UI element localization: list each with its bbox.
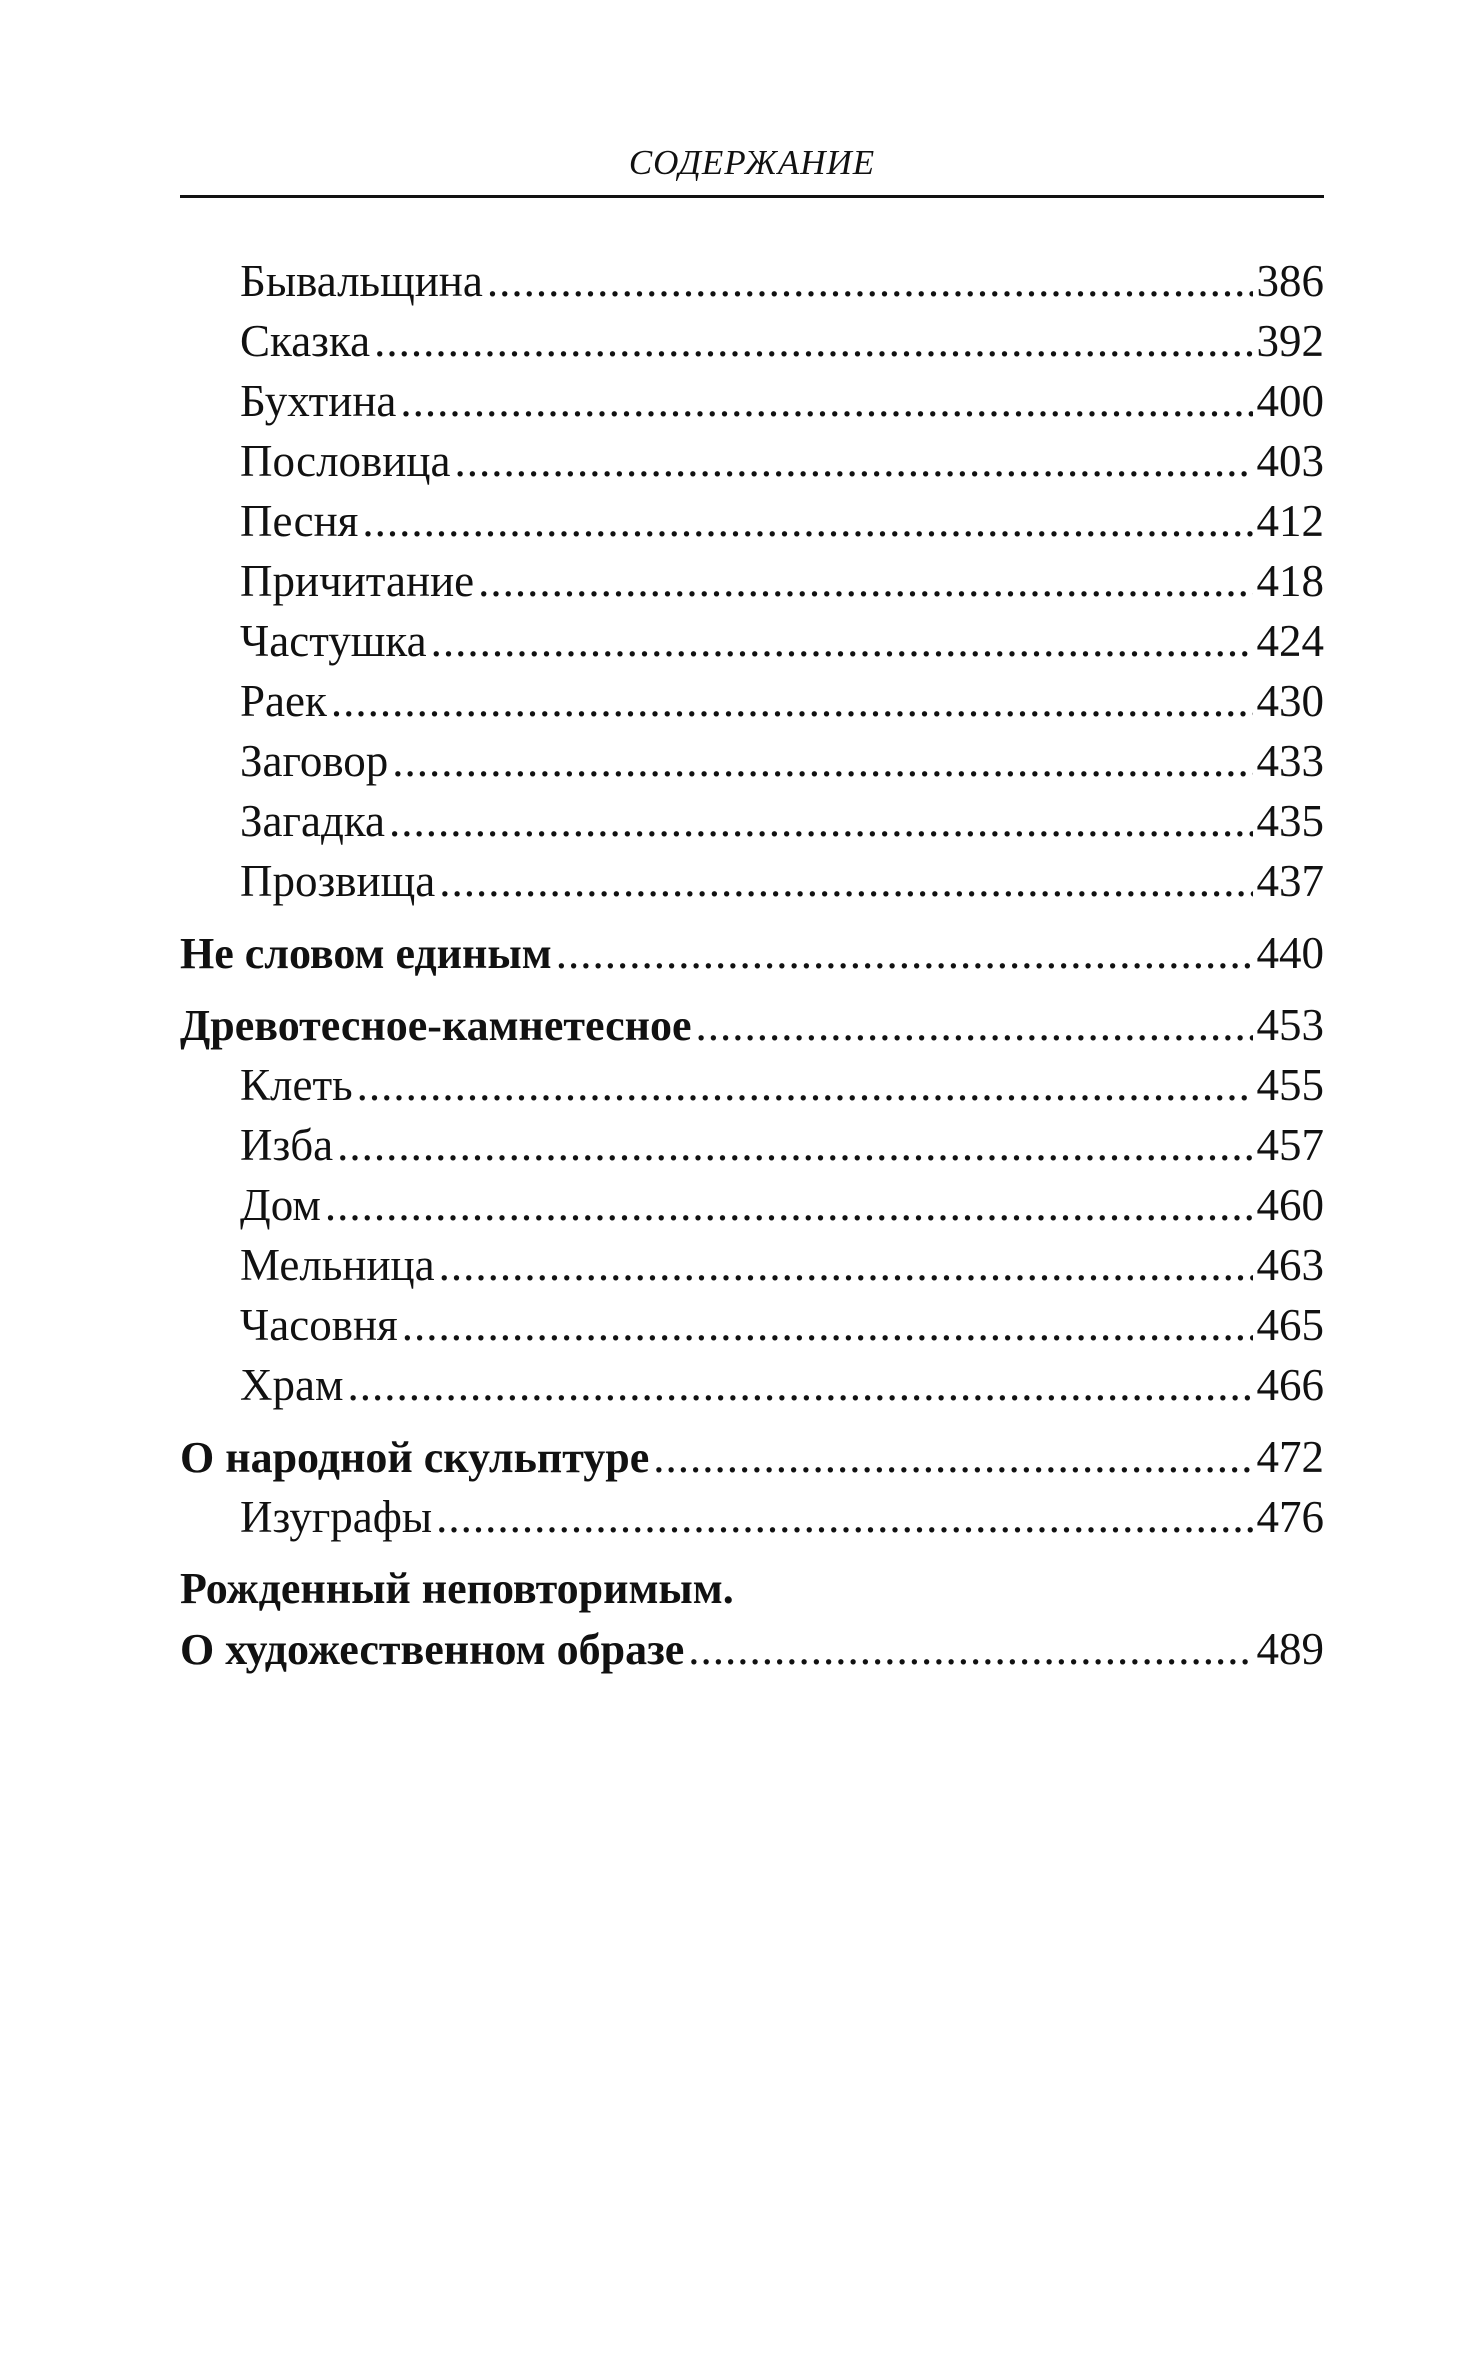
toc-entry-page: 403 xyxy=(1256,436,1324,486)
toc-entry-title: О художественном образе xyxy=(180,1625,685,1674)
toc-entry-page: 460 xyxy=(1256,1180,1324,1230)
toc-entry-page: 392 xyxy=(1256,316,1324,366)
dot-leader xyxy=(402,1295,1253,1355)
toc-entry-page: 455 xyxy=(1256,1060,1324,1110)
toc-entry-title: О народной скульптуре xyxy=(180,1433,650,1482)
dot-leader xyxy=(331,671,1253,731)
toc-entry[interactable] xyxy=(180,551,1324,611)
dot-leader xyxy=(362,491,1252,551)
dot-leader xyxy=(653,1427,1252,1487)
running-header: СОДЕРЖАНИЕ xyxy=(628,143,876,182)
toc-entry[interactable] xyxy=(180,1487,1324,1547)
table-of-contents xyxy=(180,251,1324,1679)
toc-entry-title: Не словом единым xyxy=(180,929,552,978)
header-rule xyxy=(180,195,1324,198)
dot-leader xyxy=(696,995,1253,1055)
dot-leader xyxy=(439,851,1252,911)
dot-leader xyxy=(478,551,1252,611)
toc-entry-page: 435 xyxy=(1256,796,1324,846)
toc-entry[interactable] xyxy=(180,1235,1324,1295)
toc-entry-title: Клеть xyxy=(240,1060,353,1110)
dot-leader xyxy=(400,371,1252,431)
dot-leader xyxy=(392,731,1252,791)
toc-entry-title: Частушка xyxy=(240,616,427,666)
toc-entry-title: Сказка xyxy=(240,316,371,366)
toc-entry[interactable] xyxy=(180,1295,1324,1355)
toc-entry-page: 476 xyxy=(1256,1492,1324,1542)
dot-leader xyxy=(556,923,1253,983)
toc-entry[interactable] xyxy=(180,1355,1324,1415)
toc-section-entry[interactable] xyxy=(180,1559,1324,1619)
toc-entry[interactable] xyxy=(180,671,1324,731)
toc-entry-page: 437 xyxy=(1256,856,1324,906)
toc-entry[interactable] xyxy=(180,731,1324,791)
toc-entry-page: 430 xyxy=(1256,676,1324,726)
toc-entry[interactable] xyxy=(180,371,1324,431)
toc-entry[interactable] xyxy=(180,1175,1324,1235)
toc-entry[interactable] xyxy=(180,431,1324,491)
toc-entry[interactable] xyxy=(180,491,1324,551)
toc-entry-title: Пословица xyxy=(240,436,451,486)
dot-leader xyxy=(374,311,1252,371)
dot-leader xyxy=(431,611,1253,671)
dot-leader xyxy=(688,1619,1252,1679)
toc-entry-page: 412 xyxy=(1256,496,1324,546)
dot-leader xyxy=(436,1487,1252,1547)
dot-leader xyxy=(347,1355,1252,1415)
dot-leader xyxy=(487,251,1253,311)
toc-entry-page: 424 xyxy=(1256,616,1324,666)
toc-entry-page: 386 xyxy=(1256,256,1324,306)
toc-entry-page: 400 xyxy=(1256,376,1324,426)
toc-entry-title: Песня xyxy=(240,496,359,546)
dot-leader xyxy=(454,431,1252,491)
toc-section-entry[interactable] xyxy=(180,1427,1324,1487)
toc-entry-title: Древотесное-камнетесное xyxy=(180,1001,692,1050)
toc-entry-page: 463 xyxy=(1256,1240,1324,1290)
toc-entry-title: Прозвища xyxy=(240,856,436,906)
toc-entry-title: Причитание xyxy=(240,556,475,606)
dot-leader xyxy=(337,1115,1252,1175)
toc-entry-page: 453 xyxy=(1256,1000,1324,1050)
dot-leader xyxy=(439,1235,1253,1295)
toc-entry-title: Заговор xyxy=(240,736,389,786)
toc-entry-page: 433 xyxy=(1256,736,1324,786)
toc-entry-title: Загадка xyxy=(240,796,385,846)
toc-entry-title: Раек xyxy=(240,676,327,726)
toc-entry-page: 418 xyxy=(1256,556,1324,606)
toc-entry-title: Изуграфы xyxy=(240,1492,433,1542)
toc-entry-title: Бухтина xyxy=(240,376,397,426)
dot-leader xyxy=(389,791,1253,851)
toc-section-entry[interactable] xyxy=(180,923,1324,983)
dot-leader xyxy=(325,1175,1253,1235)
dot-leader xyxy=(357,1055,1253,1115)
toc-entry-title: Рожденный неповторимым. xyxy=(180,1564,734,1613)
toc-entry-title: Бывальщина xyxy=(240,256,483,306)
toc-entry[interactable] xyxy=(180,311,1324,371)
toc-entry-title: Храм xyxy=(240,1360,344,1410)
toc-entry-title: Мельница xyxy=(240,1240,435,1290)
toc-entry[interactable] xyxy=(180,1115,1324,1175)
toc-entry-title: Часовня xyxy=(240,1300,398,1350)
toc-entry-page: 466 xyxy=(1256,1360,1324,1410)
toc-entry-page: 457 xyxy=(1256,1120,1324,1170)
toc-section-entry-continuation[interactable] xyxy=(180,1619,1324,1679)
toc-entry[interactable] xyxy=(180,611,1324,671)
toc-entry-title: Изба xyxy=(240,1120,334,1170)
toc-entry[interactable] xyxy=(180,851,1324,911)
toc-entry-page: 440 xyxy=(1256,928,1324,978)
toc-entry[interactable] xyxy=(180,791,1324,851)
toc-entry-page: 489 xyxy=(1256,1624,1324,1674)
toc-entry[interactable] xyxy=(180,1055,1324,1115)
toc-section-entry[interactable] xyxy=(180,995,1324,1055)
toc-entry-title: Дом xyxy=(240,1180,321,1230)
toc-entry-page: 465 xyxy=(1256,1300,1324,1350)
toc-entry-page: 472 xyxy=(1256,1432,1324,1482)
toc-entry[interactable] xyxy=(180,251,1324,311)
